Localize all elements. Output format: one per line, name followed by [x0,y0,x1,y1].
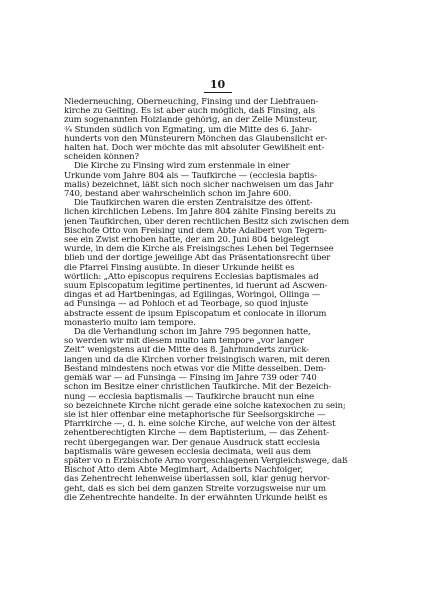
text-line: Pfarrkirche —, d. h. eine solche Kirche, auf welche von der ältest [64,420,336,430]
text-line: blieb und der dortige jeweilige Abt das Präsentationsrecht über [64,254,331,264]
text-line: recht übergegangen war. Der genaue Ausdruck statt ecclesia [64,438,320,448]
text-line: das Zehentrecht lehenweise überlassen soll, klar genug hervor- [64,475,330,485]
text-line: schon im Besitze einer christlichen Taufkirche. Mit der Bezeich- [64,383,332,393]
text-line: halten hat. Doch wer möchte das mit absoluter Gewißheit ent- [64,144,325,154]
text-line: so werden wir mit diesem multo iam tempore „vor langer [64,337,304,347]
text-line: see ein Zwist erhoben hatte, der am 20. Juni 804 beigelegt [64,236,310,246]
text-line: ad Funsinga — ad Pohloch et ad Teorbage, so quod injuste [64,300,309,310]
text-line: wurde, in dem die Kirche als Freisingsches Lehen bei Tegernsee [64,245,334,255]
paragraph [64,328,369,503]
text-line: Urkunde vom Jahre 804 als — Taufkirche — (ecclesia baptis- [64,171,317,181]
text-line: geht, daß es sich bei dem ganzen Streite vorzugsweise nur um [64,484,326,494]
text-line: so bezeichnete Kirche nicht gerade eine solche katexochen zu sein; [64,401,346,411]
text-line: kirche zu Gelting. Es ist aber auch möglich, daß Finsing, als [64,107,315,117]
text-line: sie ist hier offenbar eine metaphorische für Seelsorgskirche — [64,410,326,420]
text-line: die Zehentrechte handelte. In der erwähnten Urkunde heißt es [64,493,328,503]
text-line: langen und da die Kirchen vorher freisingisch waren, mit deren [64,355,330,365]
text-line: Die Kirche zu Finsing wird zum erstenmale in einer [74,162,290,172]
text-line: ¾ Stunden südlich von Egmating, um die Mitte des 6. Jahr- [64,125,312,135]
text-line: Da die Verhandlung schon im Jahre 795 begonnen hatte, [74,328,311,338]
text-line: die Pfarrei Finsing ausübte. In dieser Urkunde heißt es [64,263,295,273]
text-line: Bestand mindestens noch etwas vor die Mitte desselben. Dem- [64,364,326,374]
text-line: Zeit“ wenigstens auf die Mitte des 8. Jahrhunderts zurück- [64,346,309,356]
text-line: 740, bestand aber wahrscheinlich schon im Jahre 600. [64,190,292,200]
page-number: 10 [0,78,435,93]
body-text [64,98,369,503]
text-line: gemäß war — ad Funsinga — Finsing im Jahre 739 oder 740 [64,374,317,384]
text-line: abstracte essent de ipsum Episcopatum et conlocate in illorum [64,309,327,319]
paragraph [64,199,369,328]
text-line: nung — ecclesia baptismalis — Taufkirche braucht nun eine [64,392,315,402]
text-line: hunderts von den Münsteurern Mönchen das Glaubenslicht er- [64,134,328,144]
text-line: baptismalis wäre gewesen ecclesia decimata, weil aus dem [64,447,311,457]
text-line: zehentberechtigten Kirche — dem Baptisterium, — das Zehent- [64,429,329,439]
paragraph [64,98,369,162]
text-line: malis) bezeichnet, läßt sich noch sicher nachweisen um das Jahr [64,180,334,190]
text-line: scheiden können? [64,153,139,163]
text-line: zum sogenannten Holzlande gehörig, an der Zelle Münsteur, [64,116,318,126]
text-line: Bischof Atto dem Abte Megimhart, Adalberts Nachfolger, [64,466,303,476]
text-line: jenen Taufkirchen, über deren rechtlichen Besitz sich zwischen dem [64,217,350,227]
text-line: Bischofe Otto von Freising und dem Abte Adalbert von Tegern- [64,226,327,236]
text-line: dingas et ad Hartbeningas, ad Egilingas, Woringoi, Ollinga — [64,291,321,301]
text-line: Niederneuching, Oberneuching, Finsing und der Liebfrauen- [64,98,319,107]
text-line: später vo n Erzbischofe Arno vorgeschlagenen Vergleichswege, daß [64,456,348,466]
text-line: Die Taufkirchen waren die ersten Zentralsitze des öffent- [74,199,313,209]
text-line: suum Episcopatum legitime pertinentes, id fuerunt ad Ascwen- [64,282,328,292]
text-line: wörtlich: „Atto episcopus requirens Ecclesias baptismales ad [64,272,319,282]
paragraph [64,162,369,199]
text-line: monasterio multo iam tempore. [64,318,196,328]
text-line: lichen kirchlichen Lebens. Im Jahre 804 zählte Finsing bereits zu [64,208,336,218]
